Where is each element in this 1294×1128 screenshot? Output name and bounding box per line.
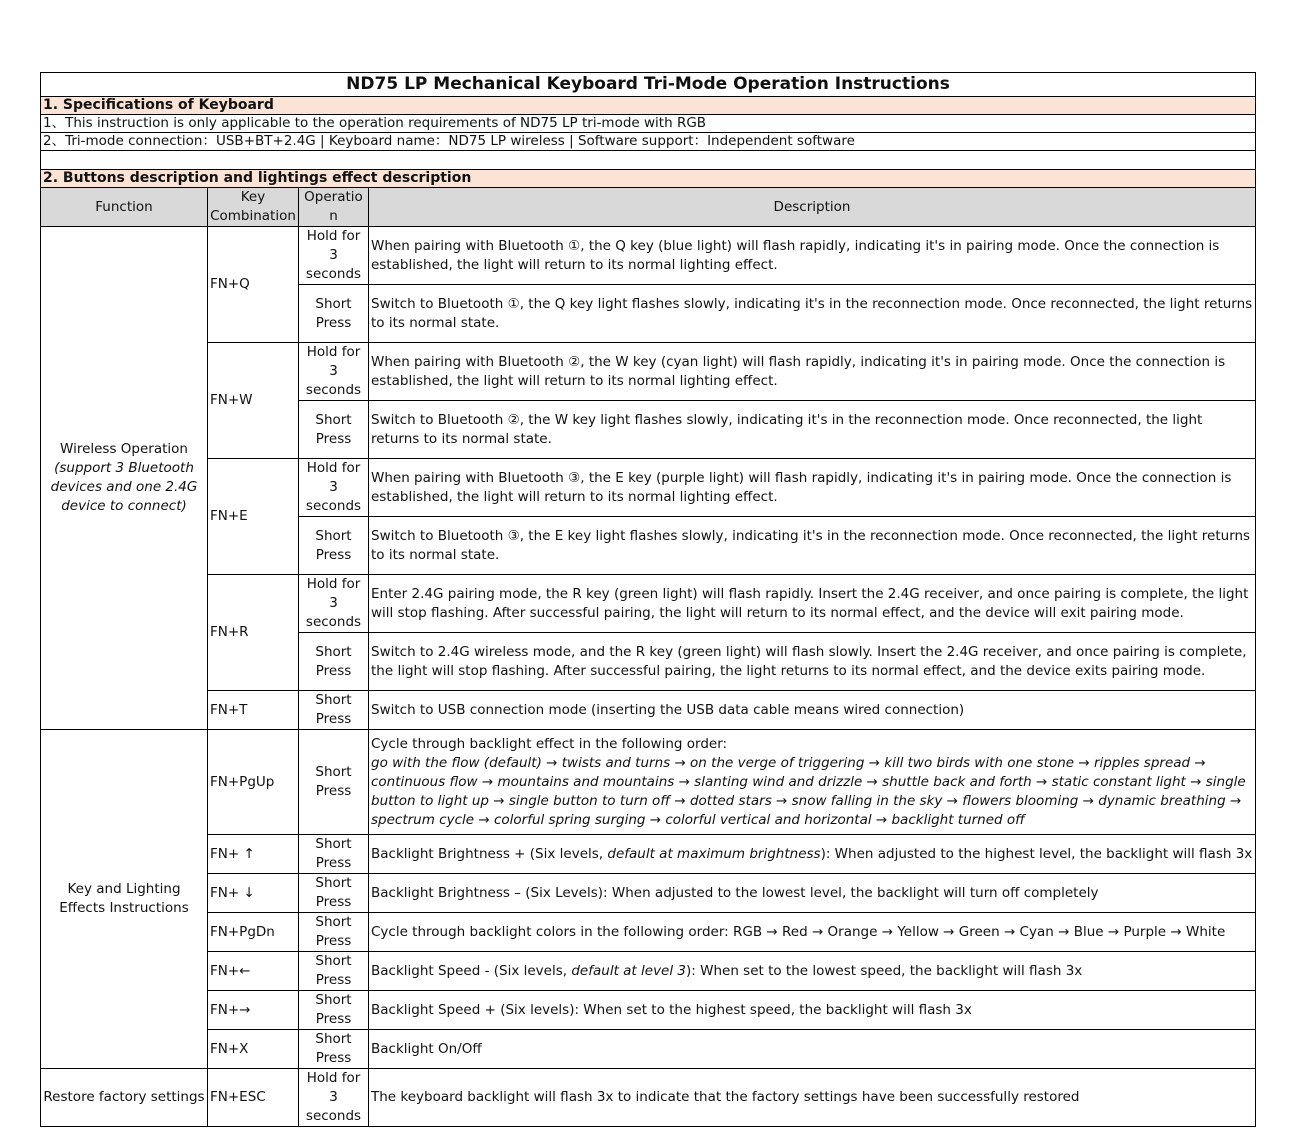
desc-fn-t: Switch to USB connection mode (inserting the USB data cable means wired connection) (369, 691, 1256, 730)
operation-short: Short Press (299, 517, 369, 575)
desc-fn-pgdn: Cycle through backlight colors in the following order: RGB → Red → Orange → Yellow → Green → Cyan → Blue → Purple → White (369, 913, 1256, 952)
operation-hold: Hold for 3 seconds (299, 575, 369, 633)
page-title: ND75 LP Mechanical Keyboard Tri-Mode Operation Instructions (41, 73, 1256, 97)
pgup-effect-list: go with the flow (default) → twists and turns → on the verge of triggering → kill two birds with one stone → ripples spread → continuous flow → mountains and mountains → slanting wind and drizzle → shuttle back and forth → static constant light → single button to light up → single button to turn off → dotted stars → snow falling in the sky → flowers blooming → dynamic breathing → spectrum cycle → colorful spring surging → colorful vertical and horizontal → backlight turned off (371, 754, 1246, 828)
table-row (41, 1069, 1256, 1127)
operation-short: Short Press (299, 874, 369, 913)
operation-hold: Hold for 3 seconds (299, 459, 369, 517)
key-fn-down: FN+ ↓ (208, 874, 299, 913)
operation-short: Short Press (299, 952, 369, 991)
key-fn-up: FN+ ↑ (208, 835, 299, 874)
desc-fn-e-hold: When pairing with Bluetooth ③, the E key (purple light) will flash rapidly, indicating it's in pairing mode. Once the connection is established, the light will return to its normal lighting effect. (369, 459, 1256, 517)
operation-hold: Hold for 3 seconds (299, 1069, 369, 1127)
spec-line-2: 2、Tri-mode connection：USB+BT+2.4G | Keyboard name：ND75 LP wireless | Software support：Independent software (41, 133, 1256, 151)
desc-fn-e-short: Switch to Bluetooth ③, the E key light flashes slowly, indicating it's in the reconnection mode. Once reconnected, the light returns to its normal state. (369, 517, 1256, 575)
key-fn-w: FN+W (208, 343, 299, 459)
header-description: Description (369, 188, 1256, 227)
header-key-combination: Key Combination (208, 188, 299, 227)
table-row (41, 991, 1256, 1030)
operation-short: Short Press (299, 730, 369, 835)
desc-fn-w-hold: When pairing with Bluetooth ②, the W key (cyan light) will flash rapidly, indicating it's in pairing mode. Once the connection is established, the light will return to its normal lighting effect. (369, 343, 1256, 401)
instruction-table (40, 72, 1256, 1127)
table-row (41, 1030, 1256, 1069)
desc-text: Backlight Speed - (Six levels, (371, 962, 572, 979)
group-restore: Restore factory settings (41, 1069, 208, 1127)
table-row (41, 952, 1256, 991)
table-row (41, 575, 1256, 633)
instruction-sheet (40, 72, 1255, 1127)
desc-fn-x: Backlight On/Off (369, 1030, 1256, 1069)
group-lighting: Key and Lighting Effects Instructions (41, 730, 208, 1069)
operation-short: Short Press (299, 285, 369, 343)
operation-short: Short Press (299, 401, 369, 459)
desc-fn-up (369, 835, 1256, 874)
desc-fn-w-short: Switch to Bluetooth ②, the W key light flashes slowly, indicating it's in the reconnection mode. Once reconnected, the light returns to its normal state. (369, 401, 1256, 459)
desc-fn-q-hold: When pairing with Bluetooth ①, the Q key (blue light) will flash rapidly, indicating it's in pairing mode. Once the connection is established, the light will return to its normal lighting effect. (369, 227, 1256, 285)
table-row (41, 874, 1256, 913)
group-wireless-label: Wireless Operation (60, 441, 188, 457)
desc-fn-r-hold: Enter 2.4G pairing mode, the R key (green light) will flash rapidly. Insert the 2.4G receiver, and once pairing is complete, the light will stop flashing. After successful pairing, the light will return to its normal effect, and the device will exit pairing mode. (369, 575, 1256, 633)
desc-fn-r-short: Switch to 2.4G wireless mode, and the R key (green light) will flash slowly. Insert the 2.4G receiver, and once pairing is complete, the light will stop flashing. After successful pairing, the light returns to its normal effect, and the device exits pairing mode. (369, 633, 1256, 691)
desc-fn-left (369, 952, 1256, 991)
table-header (41, 188, 1256, 227)
operation-short: Short Press (299, 691, 369, 730)
key-fn-e: FN+E (208, 459, 299, 575)
key-fn-r: FN+R (208, 575, 299, 691)
table-row (41, 835, 1256, 874)
key-fn-x: FN+X (208, 1030, 299, 1069)
table-row (41, 459, 1256, 517)
table-row (41, 691, 1256, 730)
key-fn-pgdn: FN+PgDn (208, 913, 299, 952)
spec-line-1: 1、This instruction is only applicable to the operation requirements of ND75 LP tri-mode with RGB (41, 115, 1256, 133)
key-fn-q: FN+Q (208, 227, 299, 343)
desc-text: ): When adjusted to the highest level, the backlight will flash 3x (820, 845, 1253, 862)
operation-hold: Hold for 3 seconds (299, 343, 369, 401)
key-fn-pgup: FN+PgUp (208, 730, 299, 835)
group-wireless (41, 227, 208, 730)
desc-fn-down: Backlight Brightness – (Six Levels): When adjusted to the lowest level, the backlight will turn off completely (369, 874, 1256, 913)
spacer (41, 151, 1256, 170)
desc-fn-pgup (369, 730, 1256, 835)
desc-fn-q-short: Switch to Bluetooth ①, the Q key light flashes slowly, indicating it's in the reconnection mode. Once reconnected, the light returns to its normal state. (369, 285, 1256, 343)
desc-default-note: default at level 3 (571, 962, 686, 979)
header-operation: Operation (299, 188, 369, 227)
operation-short: Short Press (299, 633, 369, 691)
table-row (41, 227, 1256, 285)
desc-fn-right: Backlight Speed + (Six levels): When set to the highest speed, the backlight will flash 3x (369, 991, 1256, 1030)
section-1-heading: 1. Specifications of Keyboard (41, 97, 1256, 115)
group-wireless-note: (support 3 Bluetooth devices and one 2.4G device to connect) (50, 460, 198, 514)
table-row (41, 730, 1256, 835)
key-fn-right: FN+→ (208, 991, 299, 1030)
operation-hold: Hold for 3 seconds (299, 227, 369, 285)
desc-text: Backlight Brightness + (Six levels, (371, 845, 608, 862)
desc-text: ): When set to the lowest speed, the backlight will flash 3x (686, 962, 1083, 979)
operation-short: Short Press (299, 1030, 369, 1069)
table-row (41, 343, 1256, 401)
key-fn-esc: FN+ESC (208, 1069, 299, 1127)
section-2-heading: 2. Buttons description and lightings effect description (41, 170, 1256, 188)
desc-default-note: default at maximum brightness (607, 845, 821, 862)
pgup-intro: Cycle through backlight effect in the following order: (371, 735, 728, 752)
desc-fn-esc: The keyboard backlight will flash 3x to indicate that the factory settings have been successfully restored (369, 1069, 1256, 1127)
table-row (41, 913, 1256, 952)
key-fn-left: FN+← (208, 952, 299, 991)
key-fn-t: FN+T (208, 691, 299, 730)
operation-short: Short Press (299, 991, 369, 1030)
operation-short: Short Press (299, 913, 369, 952)
header-function: Function (41, 188, 208, 227)
operation-short: Short Press (299, 835, 369, 874)
